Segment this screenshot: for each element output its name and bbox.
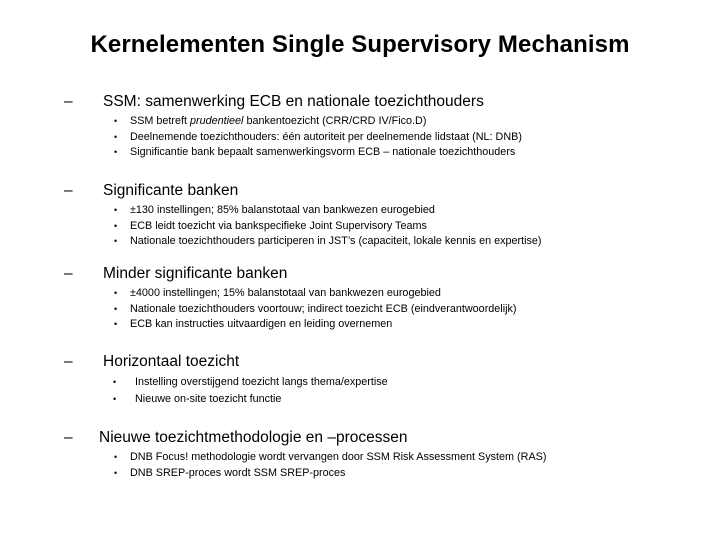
section-heading xyxy=(64,92,704,112)
section-nieuwe-toezichtmethodologie xyxy=(64,428,704,481)
list-item-text: Nationale toezichthouders voortouw; indirect toezicht ECB (eindverantwoordelijk) xyxy=(130,302,517,315)
section-heading-text: Minder significante banken xyxy=(103,265,288,282)
section-ssm xyxy=(64,92,704,161)
list-item xyxy=(64,374,704,391)
list-item-text: Significantie bank bepaalt samenwerkingsvorm ECB – nationale toezichthouders xyxy=(130,146,516,158)
bullet-marker: • xyxy=(114,303,118,314)
section-minder-significante-banken xyxy=(64,264,704,333)
bullet-marker: • xyxy=(114,467,118,478)
bullet-marker: • xyxy=(114,288,118,298)
bullet-marker: • xyxy=(114,452,118,462)
bullet-list xyxy=(64,114,704,161)
list-item xyxy=(64,114,704,130)
list-item xyxy=(64,286,704,302)
list-item-text: Nationale toezichthouders participeren in JST’s (capaciteit, lokale kennis en expertise) xyxy=(130,235,542,247)
list-item xyxy=(64,317,704,333)
list-item-text: Instelling overstijgend toezicht langs thema/expertise xyxy=(135,376,388,388)
bullet-list xyxy=(64,286,704,333)
dash-marker: – xyxy=(64,182,73,199)
list-item xyxy=(64,145,704,161)
list-item xyxy=(64,302,704,318)
list-item xyxy=(64,391,704,408)
section-heading-text: Significante banken xyxy=(103,182,239,199)
section-heading xyxy=(64,264,704,284)
section-heading-text: Horizontaal toezicht xyxy=(103,353,240,370)
list-item xyxy=(64,450,704,466)
dash-marker: – xyxy=(64,429,73,446)
list-item-text: ±4000 instellingen; 15% balanstotaal van bankwezen eurogebied xyxy=(130,287,441,299)
list-item xyxy=(64,130,704,146)
bullet-marker: • xyxy=(114,116,118,126)
dash-marker: – xyxy=(64,93,73,110)
bullet-marker: • xyxy=(114,131,118,142)
list-item xyxy=(64,203,704,219)
list-item-text: ±130 instellingen; 85% balanstotaal van bankwezen eurogebied xyxy=(130,204,435,216)
bullet-list xyxy=(64,450,704,481)
section-heading xyxy=(64,181,704,201)
emphasis-text: prudentieel xyxy=(190,115,244,127)
bullet-list xyxy=(64,374,704,408)
dash-marker: – xyxy=(64,265,73,282)
section-significante-banken xyxy=(64,181,704,250)
list-item-text: DNB SREP-proces wordt SSM SREP-proces xyxy=(130,466,346,479)
bullet-marker: • xyxy=(113,377,117,387)
bullet-marker: • xyxy=(114,319,118,329)
section-heading-text: Nieuwe toezichtmethodologie en –processen xyxy=(99,429,408,446)
bullet-marker: • xyxy=(114,205,118,215)
list-item xyxy=(64,234,704,250)
list-item xyxy=(64,219,704,235)
list-item-text: Nieuwe on-site toezicht functie xyxy=(135,393,282,405)
section-heading-text: SSM: samenwerking ECB en nationale toezichthouders xyxy=(103,93,484,110)
section-heading xyxy=(64,352,704,372)
dash-marker: – xyxy=(64,353,73,370)
bullet-marker: • xyxy=(114,236,118,246)
list-item-text: ECB leidt toezicht via bankspecifieke Joint Supervisory Teams xyxy=(130,219,427,232)
bullet-marker: • xyxy=(114,220,118,231)
bullet-list xyxy=(64,203,704,250)
list-item-text: ECB kan instructies uitvaardigen en leiding overnemen xyxy=(130,318,393,330)
list-item-text: Deelnemende toezichthouders: één autoriteit per deelnemende lidstaat (NL: DNB) xyxy=(130,130,522,143)
slide-title: Kernelementen Single Supervisory Mechanism xyxy=(90,31,630,58)
bullet-marker: • xyxy=(113,394,117,404)
section-heading xyxy=(64,428,704,448)
list-item-text: DNB Focus! methodologie wordt vervangen door SSM Risk Assessment System (RAS) xyxy=(130,451,547,463)
section-horizontaal-toezicht xyxy=(64,352,704,408)
bullet-marker: • xyxy=(114,147,118,157)
list-item-text: SSM betreft prudentieel bankentoezicht (CRR/CRD IV/Fico.D) xyxy=(130,115,427,127)
list-item xyxy=(64,466,704,482)
